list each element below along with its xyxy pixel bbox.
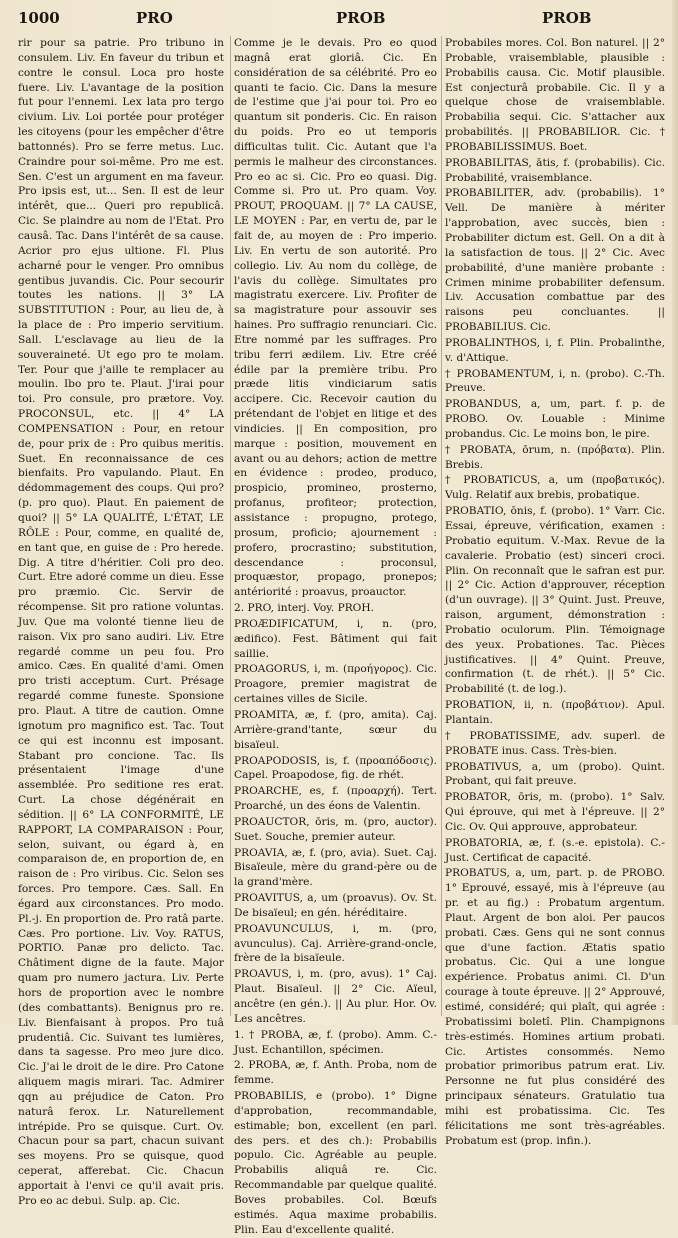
entry-paragraph: PROBATION, ii, n. (προβάτιον). Apul. Plantain. xyxy=(445,699,665,726)
running-head-left: PRO xyxy=(136,9,173,27)
entry-paragraph: PROBATIO, ōnis, f. (probo). 1° Varr. Cic. Essai, épreuve, vérification, examen : Probatio equitum. V.-Max. Revue de la cavalerie. Probatio (est) sinceri croci. Plin. On reconnaît que le safran est pur. || 2° Cic. Action d'approuver, réception (d'un ouvrage). || 3° Quint. Just. Preuve, raison, argument, démonstration : Probatio oculorum. Plin. Témoignage des yeux. Probationes. Tac. Pièces justificatives. || 4° Quint. Preuve, confirmation (t. de rhét.). || 5° Cic. Probabilité (t. de log.). xyxy=(445,505,665,696)
entry-paragraph: PROBALINTHOS, i, f. Plin. Probalinthe, v. d'Attique. xyxy=(445,336,665,364)
entry-paragraph: PROBATUS, a, um, part. p. de PROBO. 1° Eprouvé, essayé, mis à l'épreuve (au pr. et au fig.) : Probatum argentum. Plaut. Argent de bon aloi. Per paucos probati. Cæs. Gens qui ne sont connus que d'une faction. Ætatis spatio probatus. Cic. Qui a une longue expérience. Probatus animi. Cl. D'un courage à toute épreuve. || 2° Approuvé, estimé, considéré; qui plaît, qui agrée : Probatissimi boletî. Plin. Champignons très-estimés. Homines artium probati. Cic. Artistes consommés. Nemo probatior primoribus patrum erat. Liv. Personne ne fut plus considéré des principaux sénateurs. Gratulatio tua mihi est probatissima. Cic. Tes félicitations me sont très-agréables. Probatum est (prop. infin.). xyxy=(445,867,665,1147)
entry-paragraph: PROAMITA, æ, f. (pro, amita). Caj. Arrière-grand'tante, sœur du bisaïeul. xyxy=(234,708,437,751)
column-1 xyxy=(18,36,224,1207)
entry-paragraph: 2. PROBA, æ, f. Anth. Proba, nom de femme. xyxy=(234,1059,437,1087)
entry-paragraph: † PROBATA, ōrum, n. (πρόβατα). Plin. Brebis. xyxy=(445,443,665,471)
entry-paragraph: PROAUCTOR, ōris, m. (pro, auctor). Suet. Souche, premier auteur. xyxy=(234,815,437,843)
entry-paragraph: † PROBATICUS, a, um (προβατικός). Vulg. Relatif aux brebis, probatique. xyxy=(445,474,665,502)
entry-paragraph: PROAVIA, æ, f. (pro, avia). Suet. Caj. Bisaïeule, mère du grand-père ou de la grand'mère. xyxy=(234,846,437,889)
entry-paragraph: PROAVUNCULUS, i, m. (pro, avunculus). Caj. Arrière-grand-oncle, frère de la bisaïeule. xyxy=(234,922,437,965)
entry-paragraph: PROAVITUS, a, um (proavus). Ov. St. De bisaïeul; en gén. héréditaire. xyxy=(234,892,437,919)
page-number: 1000 xyxy=(18,9,60,27)
column-2 xyxy=(230,36,437,1236)
entry-paragraph: PROBATORIA, æ, f. (s.-e. epistola). C.-Just. Certificat de capacité. xyxy=(445,836,665,864)
entry-paragraph: PROAPODOSIS, is, f. (προαπόδοσις). Capel. Proapodose, fig. de rhét. xyxy=(234,754,437,782)
entry-paragraph: rir pour sa patrie. Pro tribuno in consulem. Liv. En faveur du tribun et contre le consul. Loca pro hoste fuere. Liv. L'avantage de la position fut pour l'ennemi. Lex lata pro tergo civium. Liv. Loi portée pour protéger les citoyens (pour les empêcher d'être battonnés). Pro se ferre metus. Luc. Craindre pour soi-même. Pro me est. Sen. C'est un argument en ma faveur. Pro ipsis est, ut... Sen. Il est de leur intérêt, que... Queri pro republicâ. Cic. Se plaindre au nom de l'Etat. Pro causâ. Tac. Dans l'intérêt de sa cause. Acrior pro ejus ultione. Fl. Plus acharné pour le venger. Pro omnibus gentibus juvandis. Cic. Pour secourir toutes les nations. || 3° LA SUBSTITUTION : Pour, au lieu de, à la place de : Pro imperio servitium. Sall. L'esclavage au lieu de la souveraineté. Ut ego pro te molam. Ter. Pour que j'aille te remplacer au moulin. Ibo pro te. Plaut. J'irai pour toi. Pro consule, pro prætore. Voy. PROCONSUL, etc. || 4° LA COMPENSATION : Pour, en retour de, pour prix de : Pro quibus meritis. Suet. En reconnaissance de ces bienfaits. Pro vapulando. Plaut. En dédommagement des coups. Qui pro? (p. pro quo). Plaut. En paiement de quoi? || 5° LA QUALITÉ, L'ÉTAT, LE RÔLE : Pour, comme, en qualité de, en tant que, en guise de : Pro herede. Dig. A titre d'héritier. Coli pro deo. Curt. Etre adoré comme un dieu. Esse pro præmio. Cic. Servir de récompense. Sit pro ratione voluntas. Juv. Que ma volonté tienne lieu de raison. Vix pro sano audiri. Liv. Etre regardé comme un peu fou. Pro amico. Cæs. En qualité d'ami. Omen pro tristi acceptum. Curt. Présage regardé comme funeste. Sponsione pro. Plaut. A titre de caution. Omne ignotum pro magnifico est. Tac. Tout ce qui est inconnu est imposant. Stabant pro concione. Tac. Ils présentaient l'image d'une assemblée. Pro seditione res erat. Curt. La chose dégénérait en sédition. || 6° LA CONFORMITÉ, LE RAPPORT, LA COMPARAISON : Pour, selon, suivant, ou égard à, en comparaison de, en proportion de, en raison de : Pro viribus. Cic. Selon ses forces. Pro tempore. Cæs. Sall. En égard aux circonstances. Pro modo. Pl.-j. En proportion de. Pro ratâ parte. Cæs. Pro portione. Liv. Voy. RATUS, PORTIO. Panæ pro delicto. Tac. Châtiment digne de la faute. Major quam pro numero jactura. Liv. Perte hors de proportion avec le nombre (des combattants). Benignus pro re. Liv. Bienfaisant à propos. Pro tuâ prudentiâ. Cic. Suivant tes lumières, dans ta sagesse. Pro meo jure dico. Cic. J'ai le droit de le dire. Pro Catone aliquem magis mirari. Tac. Admirer qqn au préjudice de Caton. Pro naturâ ferox. Lr. Naturellement intrépide. Pro se quisque. Curt. Ov. Chacun pour sa part, chacun suivant ses moyens. Pro se quisque, quod ceperat, afferebat. Cic. Chacun apportait à l'envi ce qu'il avait pris. Pro eo ac debui. Sulp. ap. Cic. xyxy=(18,37,224,1207)
entry-paragraph: Comme je le devais. Pro eo quod magnâ erat gloriâ. Cic. En considération de sa célébrité. Pro eo quanti te facio. Cic. Dans la mesure de l'estime que j'ai pour toi. Pro eo quantum sit ponderis. Cic. En raison du poids. Pro eo ut temporis difficultas tulit. Cic. Autant que l'a permis le malheur des circonstances. Pro eo ac si. Cic. Pro eo quasi. Dig. Comme si. Pro ut. Pro quam. Voy. PROUT, PROQUAM. || 7° LA CAUSE, LE MOYEN : Par, en vertu de, par le fait de, au moyen de : Pro imperio. Liv. En vertu de son autorité. Pro collegio. Liv. Au nom du collège, de l'avis du collège. Simultates pro magistratu exercere. Liv. Profiter de sa magistrature pour assouvir ses haines. Pro suffragio renunciari. Cic. Etre nommé par les suffrages. Pro tribu ferri ædilem. Liv. Etre créé édile par la première tribu. Pro præde litis vindiciarum satis accipere. Cic. Recevoir caution du prétendant de l'objet en litige et des vindicies. || En composition, pro marque : position, mouvement en avant ou au dehors; action de mettre en évidence : prodeo, produco, prospicio, promineo, prosterno, profanus, profiteor; protection, assistance : propugno, protego, prosum, proficio; ajournement : profero, procrastino; substitution, descendance : proconsul, proquæstor, propago, pronepos; antériorité : proavus, proauctor. xyxy=(234,37,437,599)
entry-paragraph: PROBANDUS, a, um, part. f. p. de PROBO. Ov. Louable : Minime probandus. Cic. Le moins bon, le pire. xyxy=(445,398,665,440)
running-head-right: PROB xyxy=(542,9,592,27)
running-head-center: PROB xyxy=(336,9,386,27)
entry-paragraph: PROAGORUS, i, m. (προήγορος). Cic. Proagore, premier magistrat de certaines villes de Sicile. xyxy=(234,663,437,706)
entry-paragraph: † PROBATISSIME, adv. superl. de PROBATE inus. Cass. Très-bien. xyxy=(445,729,665,757)
entry-paragraph: PROBATIVUS, a, um (probo). Quint. Probant, qui fait preuve. xyxy=(445,760,665,788)
entry-paragraph: PROÆDIFICATUM, i, n. (pro, ædifico). Fest. Bâtiment qui fait saillie. xyxy=(234,617,437,660)
entry-paragraph: † PROBAMENTUM, i, n. (probo). C.-Th. Preuve. xyxy=(445,367,665,395)
entry-paragraph: 2. PRO, interj. Voy. PROH. xyxy=(234,602,374,615)
entry-paragraph: PROBABILITAS, ātis, f. (probabilis). Cic. Probabilité, vraisemblance. xyxy=(445,156,665,184)
page-header xyxy=(18,9,666,31)
entry-paragraph: PROBATOR, ōris, m. (probo). 1° Salv. Qui éprouve, qui met à l'épreuve. || 2° Cic. Ov. Qui approuve, approbateur. xyxy=(445,791,665,833)
page-edge xyxy=(672,0,678,1025)
entry-paragraph: 1. † PROBA, æ, f. (probo). Amm. C.-Just. Echantillon, spécimen. xyxy=(234,1028,437,1056)
entry-paragraph: PROBABILITER, adv. (probabilis). 1° Vell. De manière à mériter l'approbation, avec succès, bien : Probabiliter dictum est. Gell. On a dit à la satisfaction de tous. || 2° Cic. Avec probabilité, d'une manière probante : Crimen minime probabiliter defensum. Liv. Accusation combattue par des raisons peu concluantes. || PROBABILIUS. Cic. xyxy=(445,187,665,334)
entry-paragraph: Probabiles mores. Col. Bon naturel. || 2° Probable, vraisemblable, plausible : Probabilis causa. Cic. Motif plausible. Est conjecturâ probabile. Cic. Il y a quelque chose de vraisemblable. Probabilia sequi. Cic. S'attacher aux probabilités. || PROBABILIOR. Cic. † PROBABILISSIMUS. Boet. xyxy=(445,37,665,153)
column-3 xyxy=(441,36,665,1147)
entry-paragraph: PROARCHE, es, f. (προαρχή). Tert. Proarché, un des éons de Valentin. xyxy=(234,785,437,813)
entry-paragraph: PROBABILIS, e (probo). 1° Digne d'approbation, recommandable, estimable; bon, excellent (en parl. des pers. et des ch.): Probabilis populo. Cic. Agréable au peuple. Probabilis aliquâ re. Cic. Recommandable par quelque qualité. Boves probabiles. Col. Bœufs estimés. Aqua maxime probabilis. Plin. Eau d'excellente qualité. xyxy=(234,1090,437,1236)
entry-paragraph: PROAVUS, i, m. (pro, avus). 1° Caj. Plaut. Bisaïeul. || 2° Cic. Aïeul, ancêtre (en gén.). || Au plur. Hor. Ov. Les ancêtres. xyxy=(234,968,437,1025)
text-columns xyxy=(18,36,666,1236)
